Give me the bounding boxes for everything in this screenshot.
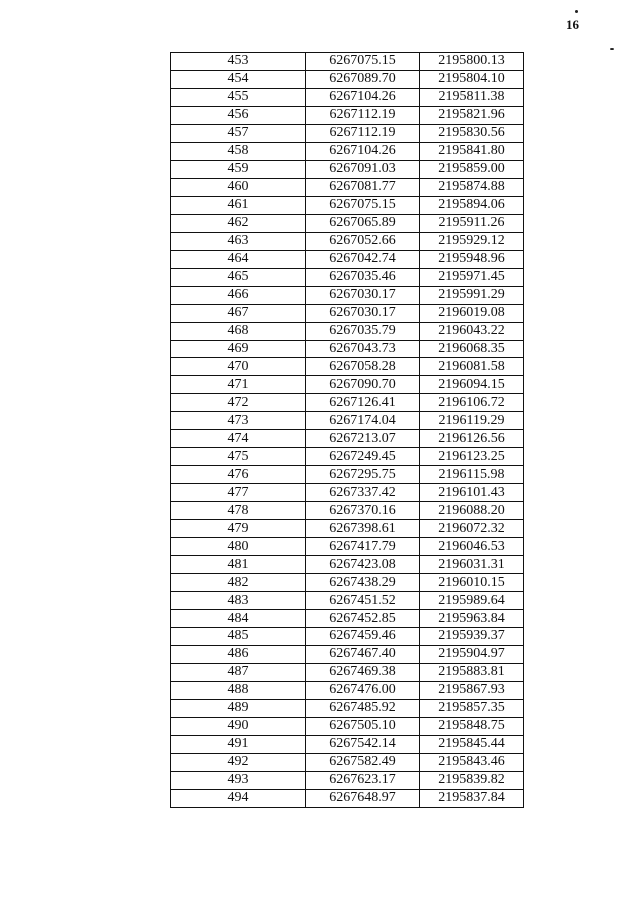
point-number-cell: 485	[171, 628, 306, 646]
y-coordinate-cell: 2195804.10	[420, 70, 524, 88]
point-number-cell: 484	[171, 610, 306, 628]
point-number-cell: 489	[171, 699, 306, 717]
point-number-cell: 478	[171, 502, 306, 520]
table-row	[171, 232, 524, 250]
scan-speck	[575, 10, 578, 13]
x-coordinate-cell: 6267030.17	[306, 286, 420, 304]
point-number-cell: 476	[171, 466, 306, 484]
table-row	[171, 699, 524, 717]
y-coordinate-cell: 2196119.29	[420, 412, 524, 430]
table-row	[171, 304, 524, 322]
x-coordinate-cell: 6267542.14	[306, 735, 420, 753]
point-number-cell: 488	[171, 681, 306, 699]
x-coordinate-cell: 6267438.29	[306, 574, 420, 592]
x-coordinate-cell: 6267035.79	[306, 322, 420, 340]
point-number-cell: 467	[171, 304, 306, 322]
table-row	[171, 322, 524, 340]
table-row	[171, 196, 524, 214]
table-row	[171, 214, 524, 232]
x-coordinate-cell: 6267104.26	[306, 88, 420, 106]
x-coordinate-cell: 6267459.46	[306, 628, 420, 646]
y-coordinate-cell: 2195811.38	[420, 88, 524, 106]
point-number-cell: 492	[171, 753, 306, 771]
scan-speck	[610, 48, 614, 50]
y-coordinate-cell: 2196068.35	[420, 340, 524, 358]
table-row	[171, 53, 524, 71]
y-coordinate-cell: 2195830.56	[420, 124, 524, 142]
table-row	[171, 789, 524, 807]
y-coordinate-cell: 2195848.75	[420, 717, 524, 735]
x-coordinate-cell: 6267090.70	[306, 376, 420, 394]
point-number-cell: 462	[171, 214, 306, 232]
table-row	[171, 124, 524, 142]
table-row	[171, 628, 524, 646]
x-coordinate-cell: 6267213.07	[306, 430, 420, 448]
point-number-cell: 457	[171, 124, 306, 142]
y-coordinate-cell: 2195821.96	[420, 106, 524, 124]
y-coordinate-cell: 2195845.44	[420, 735, 524, 753]
table-row	[171, 160, 524, 178]
y-coordinate-cell: 2195859.00	[420, 160, 524, 178]
y-coordinate-cell: 2196043.22	[420, 322, 524, 340]
y-coordinate-cell: 2196115.98	[420, 466, 524, 484]
table-row	[171, 735, 524, 753]
y-coordinate-cell: 2195800.13	[420, 53, 524, 71]
table-row	[171, 376, 524, 394]
x-coordinate-cell: 6267035.46	[306, 268, 420, 286]
table-row	[171, 592, 524, 610]
y-coordinate-cell: 2196106.72	[420, 394, 524, 412]
table-row	[171, 70, 524, 88]
point-number-cell: 464	[171, 250, 306, 268]
x-coordinate-cell: 6267043.73	[306, 340, 420, 358]
x-coordinate-cell: 6267030.17	[306, 304, 420, 322]
point-number-cell: 481	[171, 556, 306, 574]
x-coordinate-cell: 6267485.92	[306, 699, 420, 717]
point-number-cell: 491	[171, 735, 306, 753]
y-coordinate-cell: 2196081.58	[420, 358, 524, 376]
point-number-cell: 454	[171, 70, 306, 88]
point-number-cell: 480	[171, 538, 306, 556]
point-number-cell: 486	[171, 645, 306, 663]
point-number-cell: 456	[171, 106, 306, 124]
table-row	[171, 538, 524, 556]
y-coordinate-cell: 2195904.97	[420, 645, 524, 663]
table-row	[171, 106, 524, 124]
y-coordinate-cell: 2196010.15	[420, 574, 524, 592]
y-coordinate-cell: 2196019.08	[420, 304, 524, 322]
point-number-cell: 458	[171, 142, 306, 160]
point-number-cell: 471	[171, 376, 306, 394]
table-row	[171, 520, 524, 538]
point-number-cell: 483	[171, 592, 306, 610]
x-coordinate-cell: 6267295.75	[306, 466, 420, 484]
point-number-cell: 453	[171, 53, 306, 71]
table-row	[171, 771, 524, 789]
y-coordinate-cell: 2195883.81	[420, 663, 524, 681]
point-number-cell: 466	[171, 286, 306, 304]
y-coordinate-cell: 2195867.93	[420, 681, 524, 699]
coordinates-table-body	[171, 53, 524, 808]
coordinates-table	[170, 52, 524, 808]
x-coordinate-cell: 6267075.15	[306, 196, 420, 214]
x-coordinate-cell: 6267648.97	[306, 789, 420, 807]
y-coordinate-cell: 2196126.56	[420, 430, 524, 448]
x-coordinate-cell: 6267081.77	[306, 178, 420, 196]
table-row	[171, 502, 524, 520]
point-number-cell: 494	[171, 789, 306, 807]
x-coordinate-cell: 6267058.28	[306, 358, 420, 376]
x-coordinate-cell: 6267451.52	[306, 592, 420, 610]
x-coordinate-cell: 6267423.08	[306, 556, 420, 574]
y-coordinate-cell: 2195839.82	[420, 771, 524, 789]
point-number-cell: 472	[171, 394, 306, 412]
table-row	[171, 484, 524, 502]
table-row	[171, 610, 524, 628]
x-coordinate-cell: 6267469.38	[306, 663, 420, 681]
point-number-cell: 461	[171, 196, 306, 214]
point-number-cell: 482	[171, 574, 306, 592]
x-coordinate-cell: 6267476.00	[306, 681, 420, 699]
x-coordinate-cell: 6267112.19	[306, 106, 420, 124]
x-coordinate-cell: 6267370.16	[306, 502, 420, 520]
x-coordinate-cell: 6267104.26	[306, 142, 420, 160]
x-coordinate-cell: 6267091.03	[306, 160, 420, 178]
y-coordinate-cell: 2195989.64	[420, 592, 524, 610]
x-coordinate-cell: 6267505.10	[306, 717, 420, 735]
table-row	[171, 663, 524, 681]
x-coordinate-cell: 6267417.79	[306, 538, 420, 556]
x-coordinate-cell: 6267398.61	[306, 520, 420, 538]
y-coordinate-cell: 2195948.96	[420, 250, 524, 268]
x-coordinate-cell: 6267042.74	[306, 250, 420, 268]
table-row	[171, 412, 524, 430]
table-row	[171, 556, 524, 574]
table-row	[171, 753, 524, 771]
y-coordinate-cell: 2195894.06	[420, 196, 524, 214]
table-row	[171, 268, 524, 286]
y-coordinate-cell: 2196046.53	[420, 538, 524, 556]
table-row	[171, 358, 524, 376]
table-row	[171, 681, 524, 699]
point-number-cell: 477	[171, 484, 306, 502]
point-number-cell: 475	[171, 448, 306, 466]
x-coordinate-cell: 6267467.40	[306, 645, 420, 663]
y-coordinate-cell: 2195857.35	[420, 699, 524, 717]
x-coordinate-cell: 6267089.70	[306, 70, 420, 88]
table-row	[171, 286, 524, 304]
x-coordinate-cell: 6267623.17	[306, 771, 420, 789]
y-coordinate-cell: 2195963.84	[420, 610, 524, 628]
point-number-cell: 468	[171, 322, 306, 340]
point-number-cell: 459	[171, 160, 306, 178]
x-coordinate-cell: 6267126.41	[306, 394, 420, 412]
y-coordinate-cell: 2196072.32	[420, 520, 524, 538]
point-number-cell: 493	[171, 771, 306, 789]
y-coordinate-cell: 2196031.31	[420, 556, 524, 574]
x-coordinate-cell: 6267065.89	[306, 214, 420, 232]
point-number-cell: 490	[171, 717, 306, 735]
y-coordinate-cell: 2196088.20	[420, 502, 524, 520]
table-row	[171, 448, 524, 466]
x-coordinate-cell: 6267052.66	[306, 232, 420, 250]
x-coordinate-cell: 6267174.04	[306, 412, 420, 430]
x-coordinate-cell: 6267582.49	[306, 753, 420, 771]
y-coordinate-cell: 2195843.46	[420, 753, 524, 771]
y-coordinate-cell: 2195841.80	[420, 142, 524, 160]
x-coordinate-cell: 6267075.15	[306, 53, 420, 71]
point-number-cell: 455	[171, 88, 306, 106]
table-row	[171, 394, 524, 412]
x-coordinate-cell: 6267112.19	[306, 124, 420, 142]
table-row	[171, 574, 524, 592]
point-number-cell: 465	[171, 268, 306, 286]
point-number-cell: 474	[171, 430, 306, 448]
table-row	[171, 430, 524, 448]
x-coordinate-cell: 6267337.42	[306, 484, 420, 502]
point-number-cell: 470	[171, 358, 306, 376]
y-coordinate-cell: 2195837.84	[420, 789, 524, 807]
y-coordinate-cell: 2196094.15	[420, 376, 524, 394]
y-coordinate-cell: 2195971.45	[420, 268, 524, 286]
table-row	[171, 645, 524, 663]
x-coordinate-cell: 6267452.85	[306, 610, 420, 628]
page-number: 16	[566, 17, 579, 32]
y-coordinate-cell: 2195991.29	[420, 286, 524, 304]
y-coordinate-cell: 2196123.25	[420, 448, 524, 466]
table-row	[171, 717, 524, 735]
table-row	[171, 340, 524, 358]
y-coordinate-cell: 2195929.12	[420, 232, 524, 250]
table-row	[171, 142, 524, 160]
point-number-cell: 469	[171, 340, 306, 358]
y-coordinate-cell: 2195911.26	[420, 214, 524, 232]
y-coordinate-cell: 2195874.88	[420, 178, 524, 196]
point-number-cell: 460	[171, 178, 306, 196]
table-row	[171, 88, 524, 106]
y-coordinate-cell: 2195939.37	[420, 628, 524, 646]
x-coordinate-cell: 6267249.45	[306, 448, 420, 466]
point-number-cell: 479	[171, 520, 306, 538]
table-row	[171, 178, 524, 196]
point-number-cell: 487	[171, 663, 306, 681]
point-number-cell: 463	[171, 232, 306, 250]
y-coordinate-cell: 2196101.43	[420, 484, 524, 502]
point-number-cell: 473	[171, 412, 306, 430]
table-row	[171, 250, 524, 268]
table-row	[171, 466, 524, 484]
